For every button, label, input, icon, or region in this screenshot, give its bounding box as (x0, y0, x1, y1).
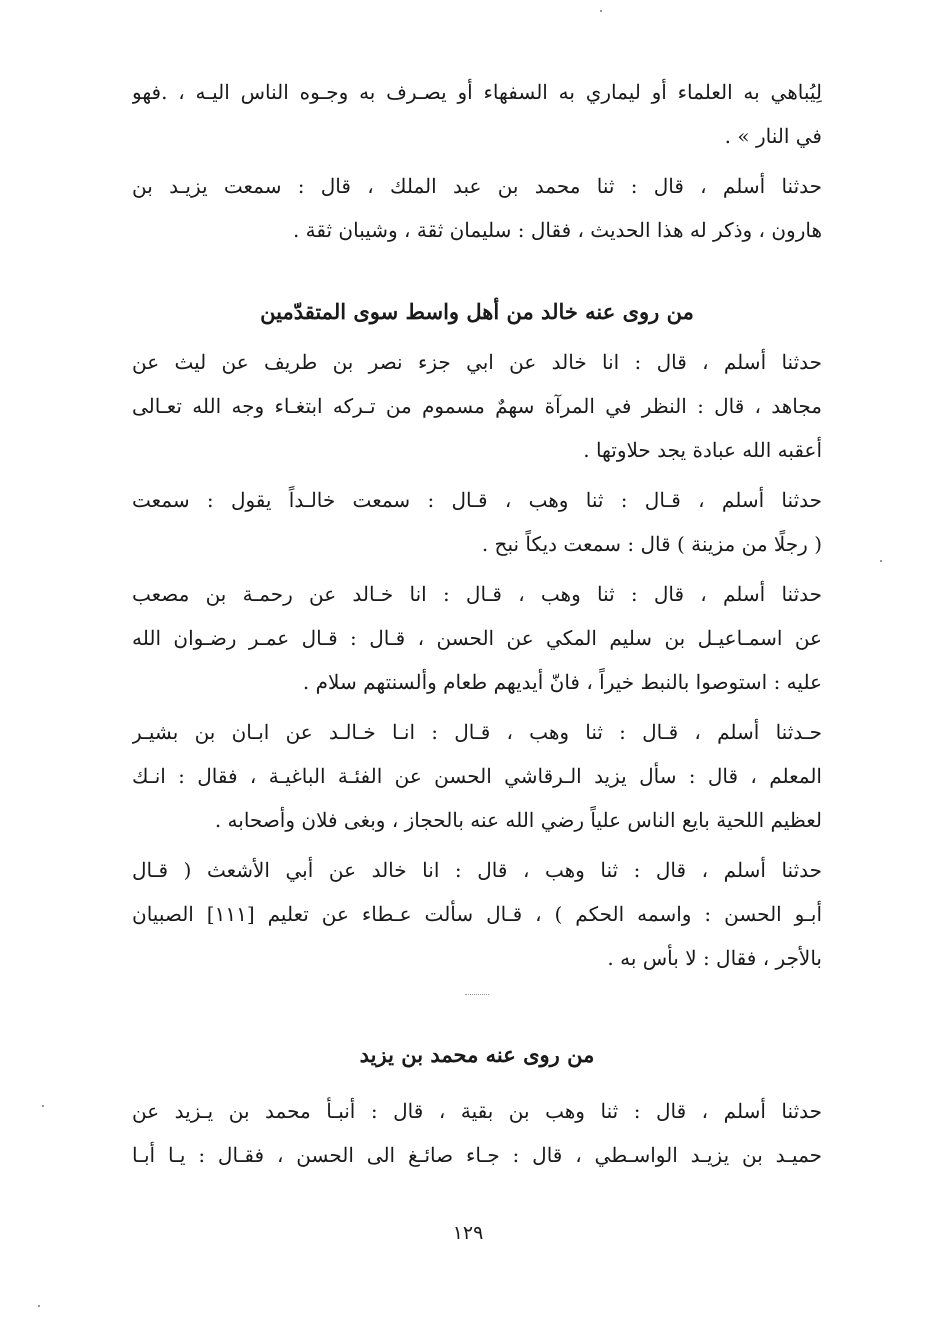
text-line: لعظيم اللحية بايع الناس علياً رضي الله عنه بالحجاز ، وبغى فلان وأصحابه . (214, 808, 822, 832)
paragraph (132, 70, 822, 158)
text-line: بالأجر ، فقال : لا بأس به . (607, 946, 822, 970)
text-line: حدثنا أسلم ، قال : ثنا وهب ، قـال : انا خـالد عن رحمـة بن مصعب (132, 582, 822, 606)
text-line: حدثنا أسلم ، قـال : ثنا وهب ، قـال : سمعت خالـداً يقول : سمعت (132, 488, 822, 512)
paragraph (132, 478, 822, 566)
paragraph (132, 572, 822, 704)
text-line: المعلم ، قال : سأل يزيد الـرقاشي الحسن عن الفئـة الباغيـة ، فقال : انـك (132, 764, 822, 788)
text-line: ( رجلًا من مزينة ) قال : سمعت ديكاً نبح . (481, 532, 822, 556)
text-line: حدثنا أسلم ، قال : ثنا وهب بن بقية ، قال : أنبـأ محمد بن يـزيد عن (132, 1099, 822, 1123)
text-line: حدثنا أسلم ، قال : ثنا محمد بن عبد الملك ، قال : سمعت يزيـد بن (132, 174, 822, 198)
page-number: ١٢٩ (452, 1222, 484, 1244)
section-heading: من روى عنه محمد بن يزيد (359, 1042, 595, 1067)
text-line: لِيُباهي به العلماء أو ليماري به السفهاء أو يصـرف به وجـوه الناس اليـه ، .فهو (132, 80, 822, 104)
paragraph (132, 340, 822, 472)
text-line: في النار » . (724, 124, 822, 148)
text-line: هارون ، وذكر له هذا الحديث ، فقال : سليمان ثقة ، وشيبان ثقة . (292, 218, 822, 242)
scan-speck (600, 10, 602, 12)
text-line: عليه : استوصوا بالنبط خيراً ، فانّ أيديهم طعام وألسنتهم سلام . (302, 670, 822, 694)
text-line: حدثنا أسلم ، قال : انا خالد عن ابي جزء نصر بن طريف عن ليث عن (132, 350, 822, 374)
text-line: أبـو الحسن : واسمه الحكم ) ، قـال سألت عـطاء عن تعليم [١١١] الصبيان (132, 902, 822, 926)
paragraph (132, 710, 822, 842)
paragraph (132, 1089, 822, 1177)
scan-speck (880, 560, 882, 562)
text-line: مجاهد ، قال : النظر في المرآة سهمٌ مسموم من تـركه ابتغـاء وجه الله تعـالى (132, 394, 822, 418)
page-body (132, 70, 822, 1177)
text-line: حدثنا أسلم ، قال : ثنا وهب ، قال : انا خالد عن أبي الأشعث ( قـال (132, 858, 822, 882)
scan-speck (42, 1105, 44, 1107)
paragraph (132, 164, 822, 252)
text-line: أعقبه الله عبادة يجد حلاوتها . (583, 438, 822, 462)
section-heading: من روى عنه خالد من أهل واسط سوى المتقدّمين (260, 299, 694, 324)
paragraph (132, 848, 822, 980)
text-line: عن اسمـاعيـل بن سليم المكي عن الحسن ، قـال : قـال عمـر رضـوان الله (132, 626, 822, 650)
scan-speck (38, 1305, 40, 1307)
text-line: حـدثنا أسلم ، قـال : ثنا وهب ، قـال : انـا خـالـد عن ابـان بن بشيـر (132, 720, 822, 744)
text-line: حميـد بن يزيـد الواسـطي ، قال : جـاء صائـغ الى الحسن ، فقـال : يـا أبـا (132, 1143, 822, 1167)
